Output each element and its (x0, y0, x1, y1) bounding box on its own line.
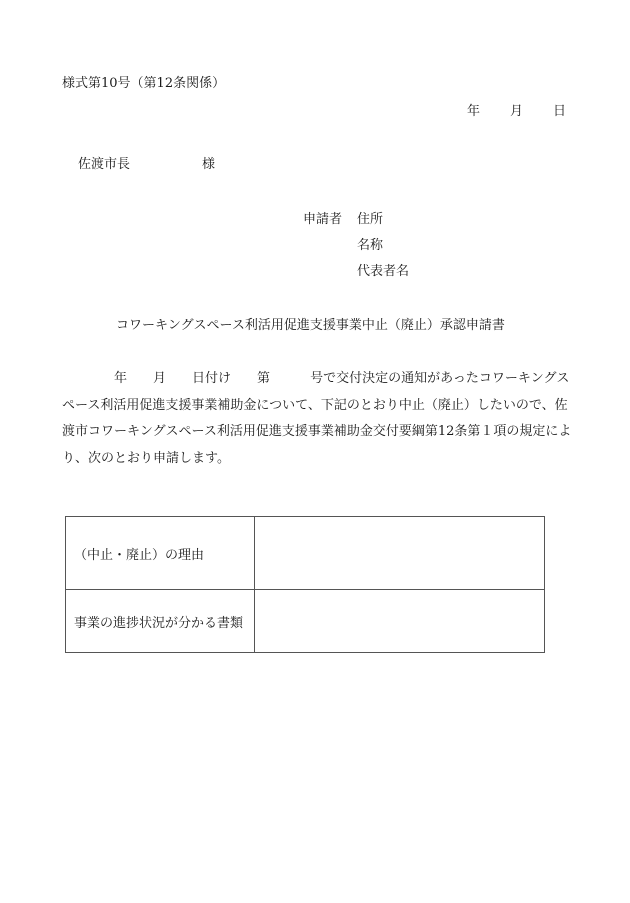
applicant-label: 申請者 (303, 212, 343, 227)
reason-value-cell[interactable] (255, 517, 545, 590)
form-number: 様式第10号（第12条関係） (62, 76, 226, 91)
document-title: コワーキングスペース利活用促進支援事業中止（廃止）承認申請書 (116, 318, 505, 333)
progress-documents-label: 事業の進捗状況が分かる書類 (66, 590, 255, 653)
addressee (78, 153, 215, 172)
date-year: 年 (466, 104, 480, 119)
reason-table (65, 516, 545, 653)
table-row (66, 517, 545, 590)
body-year: 年 (114, 371, 128, 386)
progress-documents-value-cell[interactable] (255, 590, 545, 653)
applicant-address-label: 住所 (357, 212, 384, 227)
body-rest: グスペース利活用促進支援事業補助金について、下記のとおり中止（廃止）したいので、佐渡市コワーキングスペース利活用促進支援事業補助金交付要綱第12条第１項の規定により、次のとおり申請します。 (62, 371, 572, 466)
body-month: 月 (153, 371, 167, 386)
body-dai: 第 (257, 371, 271, 386)
table-row (66, 590, 545, 653)
applicant-representative-label: 代表者名 (357, 264, 410, 279)
applicant-name-label: 名称 (357, 238, 384, 253)
reason-label: （中止・廃止）の理由 (66, 517, 255, 590)
body-line1-rest: 号で交付決定の通知があったコワーキン (310, 371, 544, 386)
date-month: 月 (509, 104, 523, 119)
addressee-honorific: 様 (202, 157, 216, 172)
body-dated: 日付け (192, 371, 232, 386)
date-day: 日 (552, 104, 566, 119)
date-line (467, 100, 566, 119)
addressee-name: 佐渡市長 (78, 157, 131, 172)
body-paragraph (62, 366, 574, 472)
